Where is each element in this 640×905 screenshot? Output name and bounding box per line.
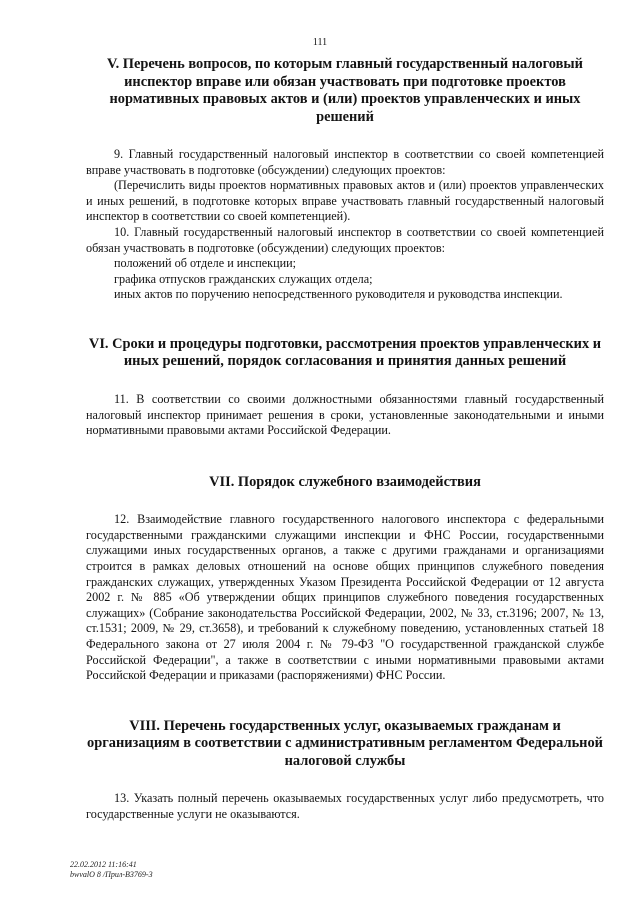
section-6 <box>86 336 604 439</box>
list-item: иных актов по поручению непосредственного руководителя и руководства инспекции. <box>114 287 563 302</box>
paragraph-13: 13. Указать полный перечень оказываемых государственных услуг либо предусмотреть, что государственные услуги не оказываются. <box>86 791 604 821</box>
list-item: графика отпусков гражданских служащих отдела; <box>114 271 373 286</box>
section-6-title: VI. Сроки и процедуры подготовки, рассмотрения проектов управленческих и иных решений, порядок согласования и принятия данных решений <box>88 335 602 370</box>
document-body <box>86 56 604 822</box>
footer-timestamp: 22.02.2012 11:16:41 <box>70 860 137 869</box>
section-5 <box>86 56 604 303</box>
footer-file-ref: bwvalO 8 /Прил-B3769-3 <box>70 870 153 879</box>
paragraph-10: 10. Главный государственный налоговый инспектор в соответствии со своей компетенцией обязан участвовать в подготовке (обсуждении) следующих проектов: <box>86 224 604 255</box>
section-8 <box>86 718 604 823</box>
paragraph-10-list <box>86 256 604 303</box>
section-5-title: V. Перечень вопросов, по которым главный государственный налоговый инспектор вправе или обязан участвовать при подготовке проектов нормативных правовых актов и (или) проектов управленческих и иных решений <box>107 56 583 125</box>
document-footer <box>70 860 153 880</box>
paragraph-9: 9. Главный государственный налоговый инспектор в соответствии со своей компетенцией вправе участвовать в подготовке (обсуждении) следующих проектов: <box>86 147 604 177</box>
section-7 <box>86 474 604 684</box>
paragraph-12: 12. Взаимодействие главного государственного налогового инспектора с федеральными государственными гражданскими служащими инспекции и ФНС России, государственными служащими иных государственных органов, а также с другими гражданами и организациями строится в рамках деловых отношений на основе общих принципов служебного поведения гражданских служащих, утвержденных Указом Президента Российской Федерации от 12 августа 2002 г. № 885 «Об утверждении общих принципов служебного поведения государственных служащих» (Собрание законодательства Российской Федерации, 2002, № 33, ст.3196; 2007, № 13, ст.1531; 2009, № 29, ст.3658), и требований к служебному поведению, установленных статьей 18 Федерального закона от 27 июля 2004 г. № 79-ФЗ "О государственной гражданской службе Российской Федерации", а также в соответствии с иными нормативными правовыми актами Российской Федерации и приказами (распоряжениями) ФНС России. <box>86 512 604 683</box>
list-item: положений об отделе и инспекции; <box>114 256 297 271</box>
section-8-title: VIII. Перечень государственных услуг, оказываемых гражданам и организациям в соответствии с административным регламентом Федеральной налоговой службы <box>87 717 603 769</box>
section-7-title: VII. Порядок служебного взаимодействия <box>209 473 481 490</box>
paragraph-9-note: (Перечислить виды проектов нормативных правовых актов и (или) проектов управленческих и иных решений, в подготовке которых вправе участвовать главный государственный налоговый инспектор в соответствии со своей компетенцией). <box>86 178 604 224</box>
page-number: 111 <box>312 37 328 48</box>
paragraph-11: 11. В соответствии со своими должностными обязанностями главный государственный налоговый инспектор принимает решения в сроки, установленные законодательными и иными нормативными правовыми актами Российской Федерации. <box>86 391 604 438</box>
